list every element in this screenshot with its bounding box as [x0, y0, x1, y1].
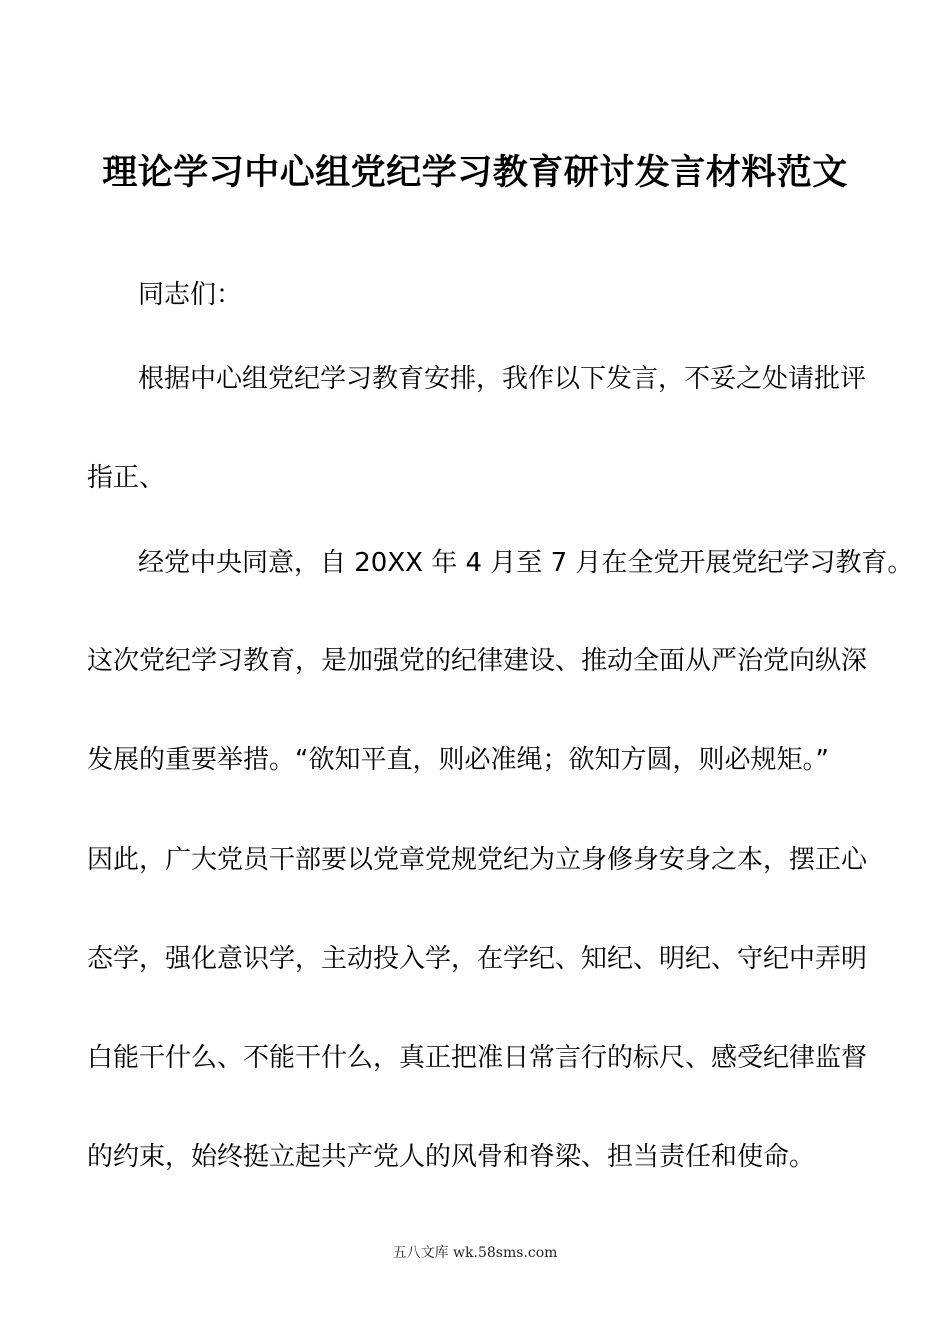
body-line: 发展的重要举措。“欲知平直，则必准绳；欲知方圆，则必规矩。”: [87, 745, 829, 775]
body-line: 态学，强化意识学，主动投入学，在学纪、知纪、明纪、守纪中弄明: [87, 944, 868, 974]
body-line: 的约束，始终挺立起共产党人的风骨和脊梁、担当责任和使命。: [87, 1142, 816, 1172]
body-line: 这次党纪学习教育，是加强党的纪律建设、推动全面从严治党向纵深: [87, 646, 868, 676]
body-line: 白能干什么、不能干什么，真正把准日常言行的标尺、感受纪律监督: [87, 1043, 868, 1073]
footer-watermark: 五八文库 wk.58sms.com: [392, 1245, 558, 1261]
body-line: 因此，广大党员干部要以党章党规党纪为立身修身安身之本，摆正心: [87, 845, 868, 875]
body-line: 根据中心组党纪学习教育安排，我作以下发言，不妥之处请批评: [138, 364, 867, 394]
document-title: 理论学习中心组党纪学习教育研讨发言材料范文: [102, 153, 848, 193]
body-line: 经党中央同意，自 20XX 年 4 月至 7 月在全党开展党纪学习教育。: [138, 548, 914, 578]
salutation-line: 同志们：: [138, 280, 243, 310]
body-line: 指正、: [87, 463, 166, 493]
